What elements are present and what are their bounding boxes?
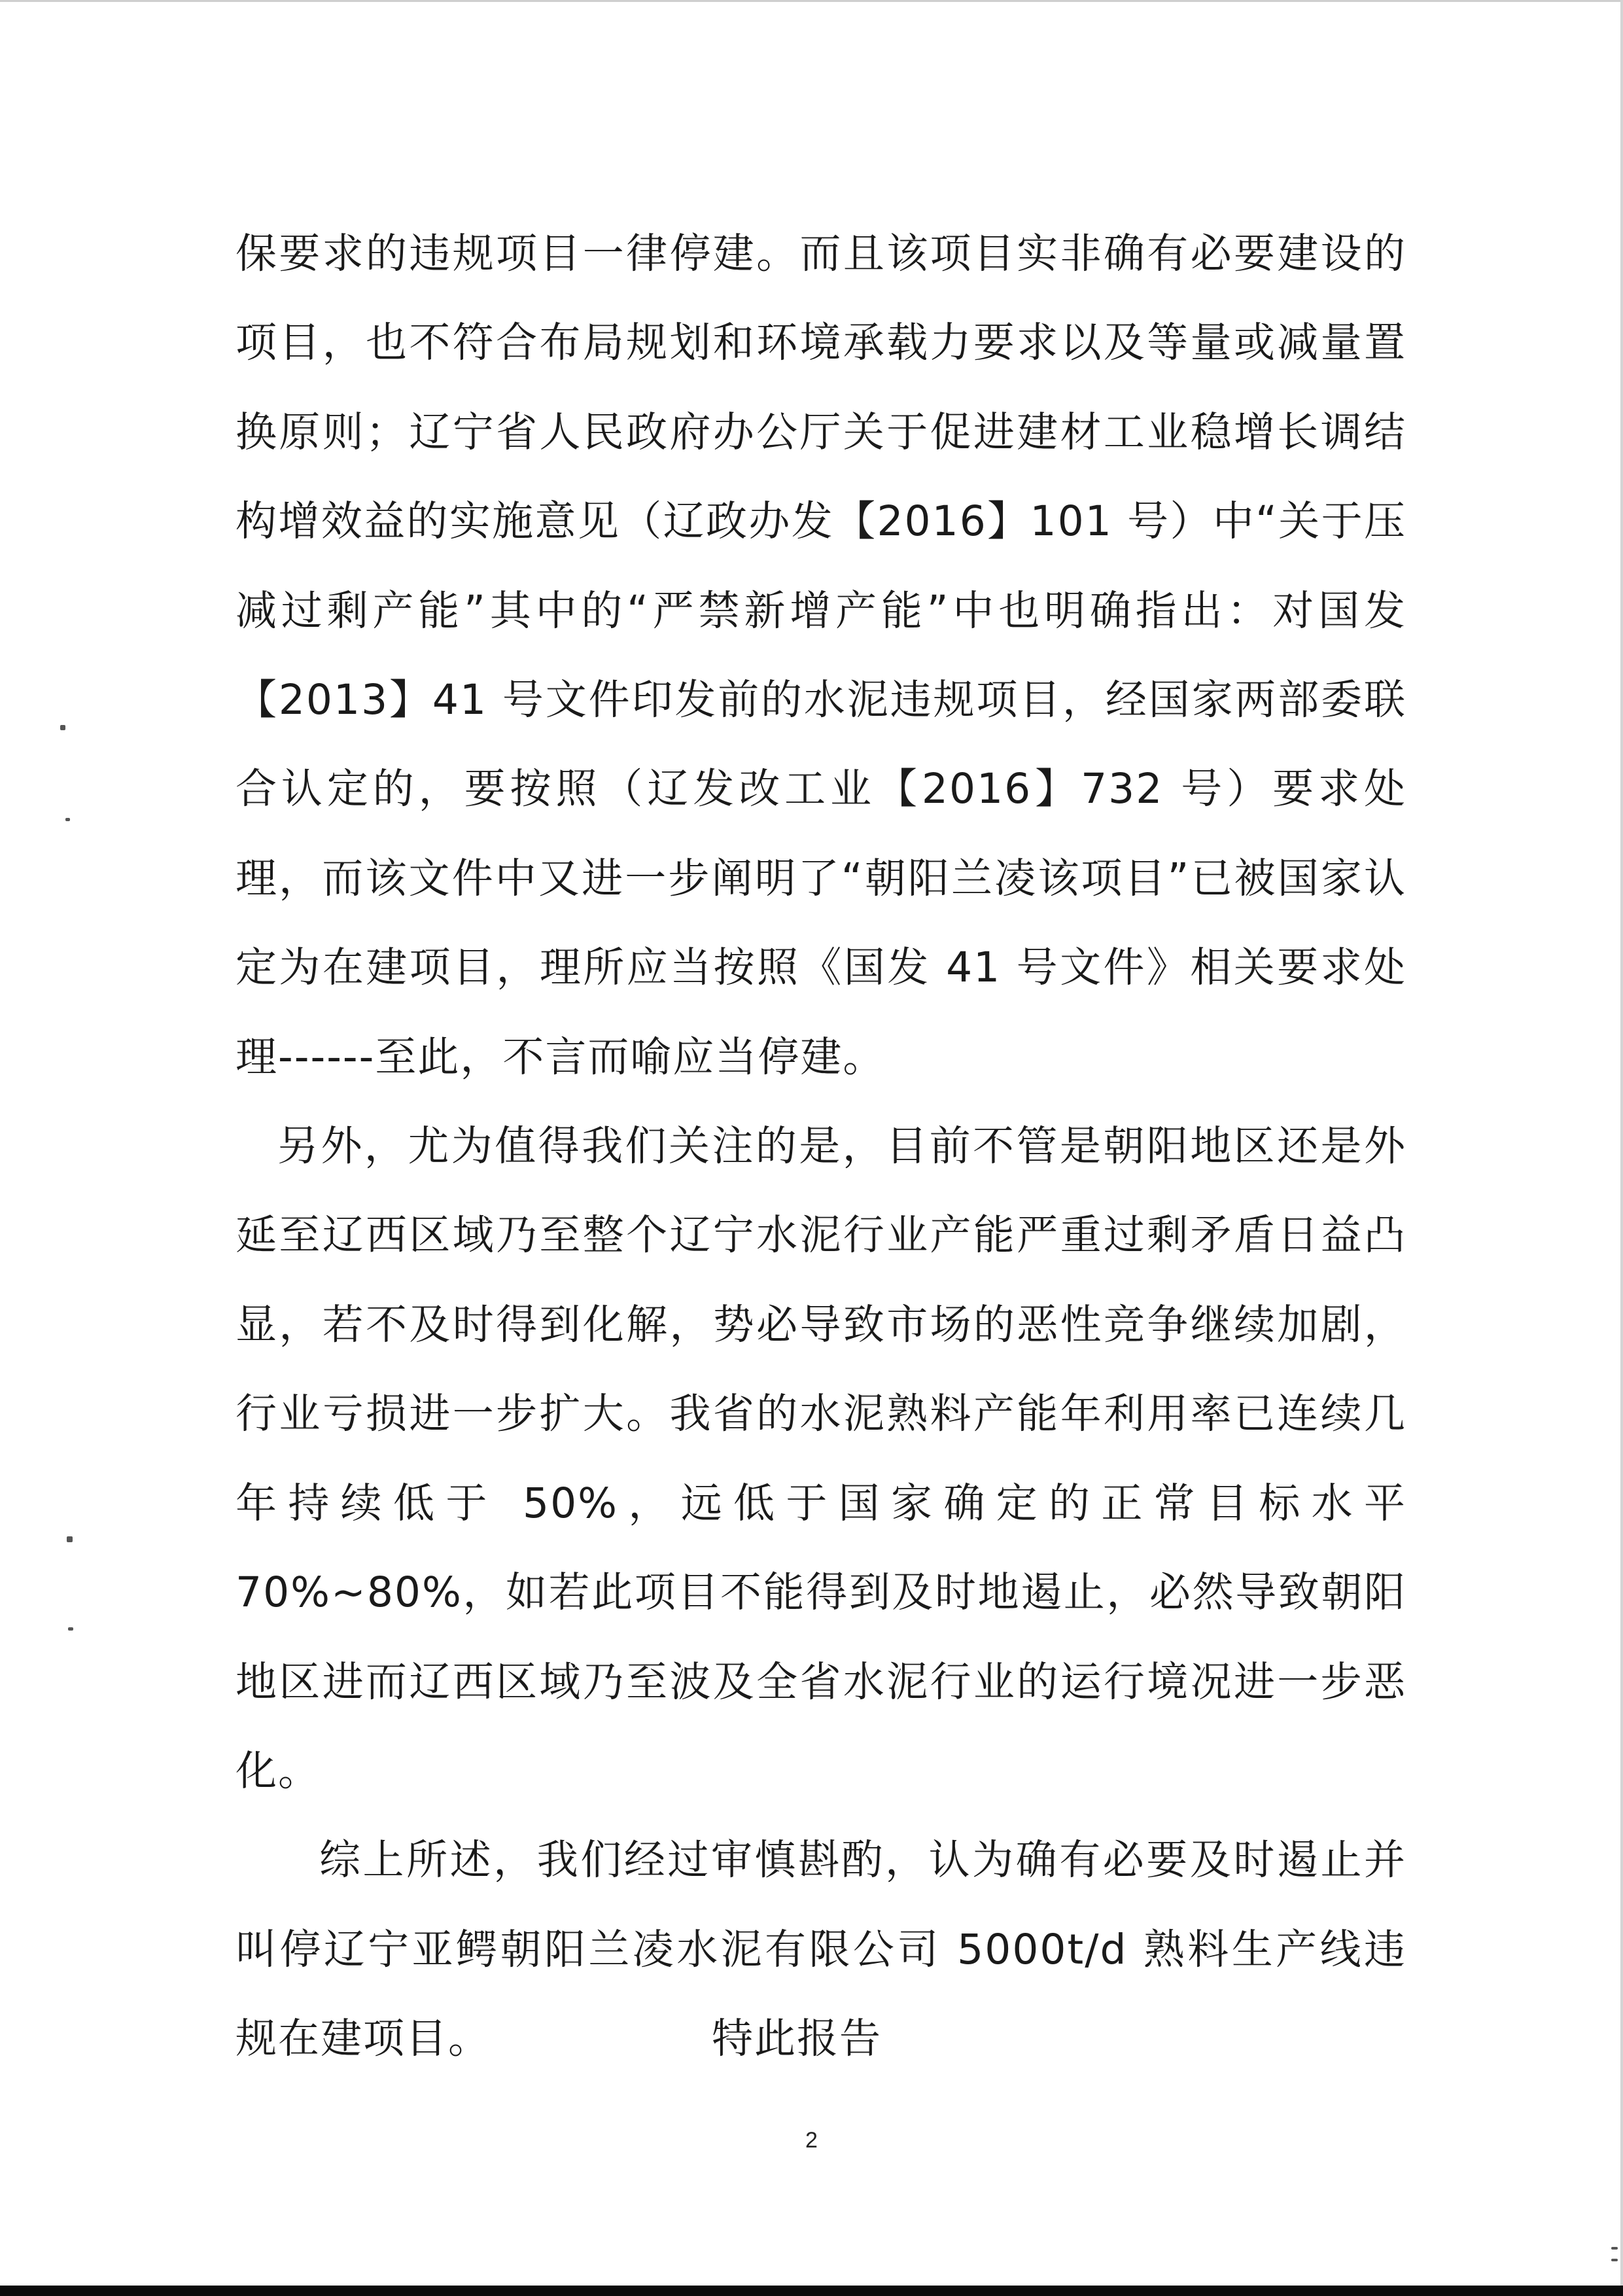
paragraph-continued: 保要求的违规项目一律停建。而且该项目实非确有必要建设的项目，也不符合布局规划和环境承载力要求以及等量或减量置换原则；辽宁省人民政府办公厅关于促进建材工业稳增长调结构增效益的实施意见（辽政办发【2016】101 号）中“关于压减过剩产能”其中的“严禁新增产能”中也明确指出：对国发【2013】41 号文件印发前的水泥违规项目，经国家两部委联合认定的，要按照（辽发改工业【2016】732 号）要求处理，而该文件中又进一步阐明了“朝阳兰凌该项目”已被国家认定为在建项目，理所应当按照《国发 41 号文件》相关要求处理------至此，不言而喻应当停建。 (236, 230, 1406, 1081)
document-body (236, 209, 1406, 2084)
closing-phrase: 特此报告 (712, 2015, 882, 2063)
scan-edge-right (1620, 0, 1623, 2296)
conclusion-text: 综上所述，我们经过审慎斟酌，认为确有必要及时遏止并叫停辽宁亚鳄朝阳兰凌水泥有限公司 5000t/d 熟料生产线违规在建项目。 (236, 1836, 1406, 2063)
paragraph-overcapacity: 另外，尤为值得我们关注的是，目前不管是朝阳地区还是外延至辽西区域乃至整个辽宁水泥行业产能严重过剩矛盾日益凸显，若不及时得到化解，势必导致市场的恶性竞争继续加剧，行业亏损进一步扩大。我省的水泥熟料产能年利用率已连续几年持续低于 50%，远低于国家确定的正常目标水平 70%~80%，如若此项目不能得到及时地遏止，必然导致朝阳地区进而辽西区域乃至波及全省水泥行业的运行境况进一步恶化。 (236, 1122, 1406, 1795)
scan-edge-top (0, 0, 1623, 2)
scan-speck (65, 818, 70, 821)
page-number: 2 (805, 2128, 818, 2153)
paragraph-conclusion (236, 1816, 1406, 2083)
scan-speck (1611, 2259, 1618, 2261)
scan-speck (68, 1627, 73, 1631)
scan-edge-bottom (0, 2286, 1623, 2296)
scan-speck (60, 725, 65, 730)
scan-speck (1611, 2247, 1618, 2250)
scan-speck (67, 1536, 73, 1542)
